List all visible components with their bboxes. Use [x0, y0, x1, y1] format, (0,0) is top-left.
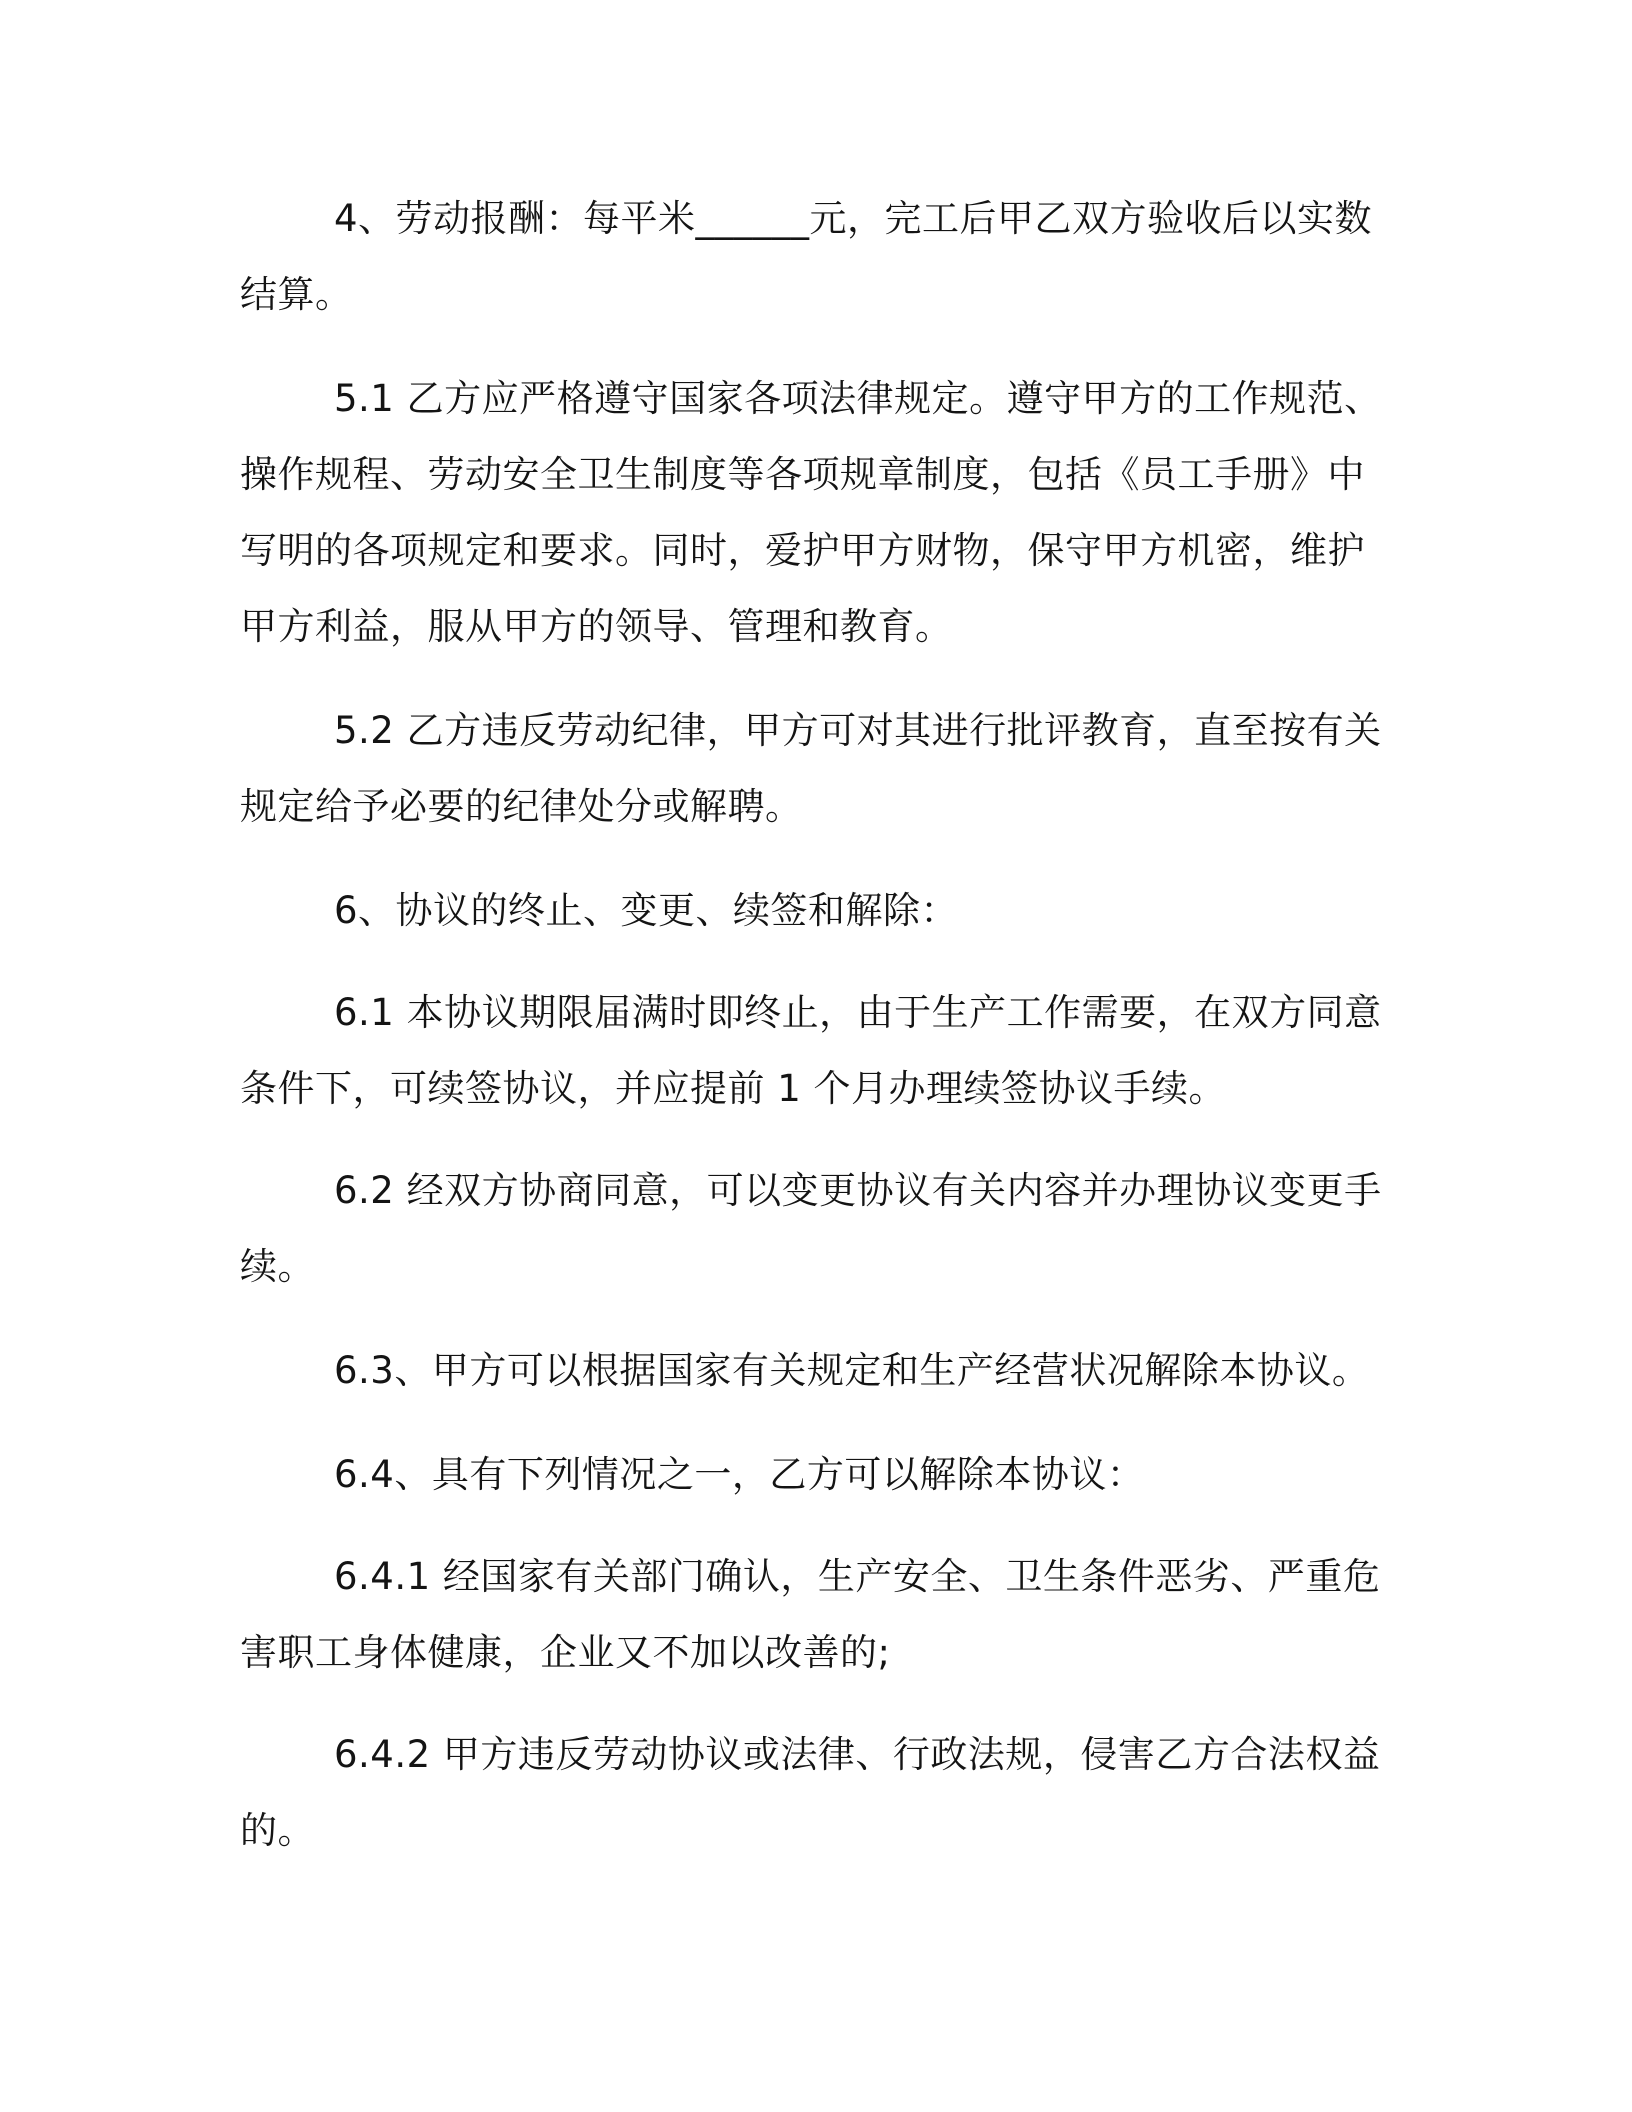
paragraph-line: 6.4.1 经国家有关部门确认，生产安全、卫生条件恶劣、严重危: [334, 1555, 1381, 1598]
paragraph-line: 规定给予必要的纪律处分或解聘。: [240, 785, 803, 828]
paragraph-line: 的。: [240, 1809, 315, 1852]
paragraph-line: 6.4.2 甲方违反劳动协议或法律、行政法规，侵害乙方合法权益: [334, 1733, 1381, 1776]
paragraph-line: 甲方利益，服从甲方的领导、管理和教育。: [240, 605, 953, 648]
paragraph-line: 续。: [240, 1245, 315, 1288]
paragraph-line: 5.2 乙方违反劳动纪律，甲方可对其进行批评教育，直至按有关: [334, 709, 1382, 752]
paragraph-line: 4、劳动报酬：每平米______元，完工后甲乙双方验收后以实数: [334, 197, 1373, 240]
paragraph-line: 6.2 经双方协商同意，可以变更协议有关内容并办理协议变更手: [334, 1169, 1382, 1212]
paragraph-4-labor-pay: [240, 181, 1392, 333]
paragraph-6-4-1-unsafe-conditions: [240, 1539, 1392, 1691]
paragraph-line: 5.1 乙方应严格遵守国家各项法律规定。遵守甲方的工作规范、: [334, 377, 1382, 420]
paragraph-5-1-obey-rules: [240, 361, 1392, 665]
paragraph-6-4-employee-termination: [240, 1437, 1392, 1513]
paragraph-line: 操作规程、劳动安全卫生制度等各项规章制度，包括《员工手册》中: [240, 453, 1365, 496]
paragraph-line: 6.3、甲方可以根据国家有关规定和生产经营状况解除本协议。: [334, 1349, 1370, 1392]
paragraph-line: 6.4、具有下列情况之一，乙方可以解除本协议：: [334, 1453, 1145, 1496]
paragraph-line: 害职工身体健康，企业又不加以改善的;: [240, 1631, 891, 1674]
paragraph-6-termination-heading: [240, 873, 1392, 949]
paragraph-line: 6、协议的终止、变更、续签和解除：: [334, 889, 959, 932]
paragraph-6-4-2-employer-violation: [240, 1717, 1392, 1869]
paragraph-6-2-modification: [240, 1153, 1392, 1305]
paragraph-5-2-discipline: [240, 693, 1392, 845]
paragraph-line: 条件下，可续签协议，并应提前 1 个月办理续签协议手续。: [240, 1067, 1227, 1110]
paragraph-line: 6.1 本协议期限届满时即终止，由于生产工作需要，在双方同意: [334, 991, 1382, 1034]
paragraph-line: 写明的各项规定和要求。同时，爱护甲方财物，保守甲方机密，维护: [240, 529, 1365, 572]
paragraph-6-1-expiry-renewal: [240, 975, 1392, 1127]
paragraph-line: 结算。: [240, 273, 353, 316]
paragraph-6-3-employer-termination: [240, 1333, 1392, 1409]
